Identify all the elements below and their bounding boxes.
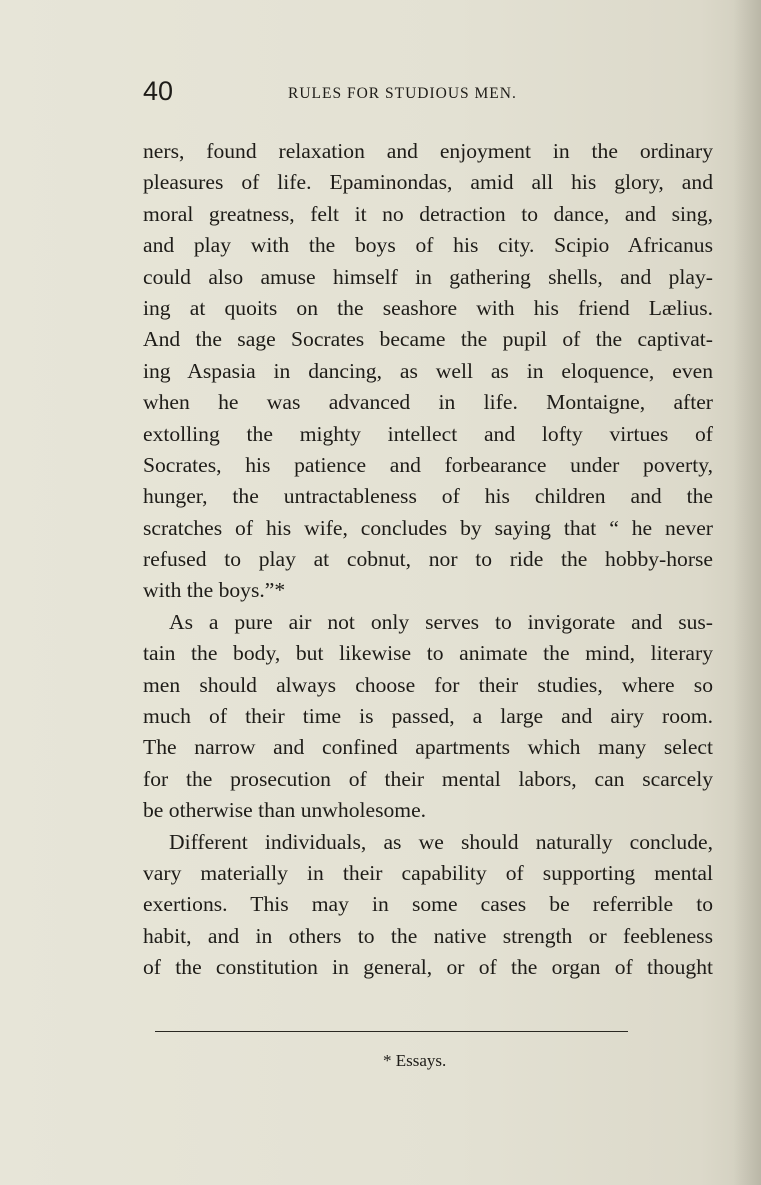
text-line: ing Aspasia in dancing, as well as in eloquence, even	[143, 358, 713, 383]
page-number: 40	[143, 76, 174, 106]
text-line: be otherwise than unwholesome.	[143, 798, 427, 823]
text-line: with the boys.”*	[143, 578, 286, 603]
text-line: Different individuals, as we should naturally conclude,	[169, 829, 713, 854]
text-line: when he was advanced in life. Montaigne, after	[143, 390, 713, 415]
body-text	[143, 136, 713, 984]
text-line: much of their time is passed, a large and airy room.	[143, 704, 713, 729]
footnote: * Essays.	[383, 1051, 447, 1070]
text-line: refused to play at cobnut, nor to ride the hobby-horse	[143, 547, 713, 572]
running-head: RULES FOR STUDIOUS MEN.	[288, 85, 517, 102]
text-line: vary materially in their capability of supporting mental	[143, 860, 713, 885]
footnote-rule	[155, 1031, 628, 1032]
page-edge-shadow	[733, 0, 761, 1185]
text-line: habit, and in others to the native strength or feebleness	[143, 923, 713, 948]
text-line: As a pure air not only serves to invigorate and sus-	[169, 609, 713, 634]
text-line: ing at quoits on the seashore with his friend Lælius.	[143, 295, 713, 320]
text-line: ners, found relaxation and enjoyment in the ordinary	[143, 139, 713, 163]
text-line: pleasures of life. Epaminondas, amid all his glory, and	[143, 170, 713, 195]
page-header	[143, 76, 598, 110]
text-line: men should always choose for their studies, where so	[143, 672, 713, 697]
text-line: and play with the boys of his city. Scipio Africanus	[143, 233, 713, 258]
text-line: moral greatness, felt it no detraction to dance, and sing,	[143, 201, 713, 226]
text-line: hunger, the untractableness of his children and the	[143, 484, 713, 509]
text-line: could also amuse himself in gathering shells, and play-	[143, 264, 713, 289]
text-line: The narrow and confined apartments which many select	[143, 735, 713, 760]
text-line: tain the body, but likewise to animate the mind, literary	[143, 641, 713, 666]
text-line: And the sage Socrates became the pupil of the captivat-	[143, 327, 713, 352]
text-line: Socrates, his patience and forbearance under poverty,	[143, 452, 713, 477]
text-line: exertions. This may in some cases be referrible to	[143, 892, 713, 917]
text-line: extolling the mighty intellect and lofty virtues of	[143, 421, 713, 446]
text-line: for the prosecution of their mental labors, can scarcely	[143, 766, 713, 791]
text-line: of the constitution in general, or of the organ of thought	[143, 955, 713, 980]
text-line: scratches of his wife, concludes by saying that “ he never	[143, 515, 713, 540]
